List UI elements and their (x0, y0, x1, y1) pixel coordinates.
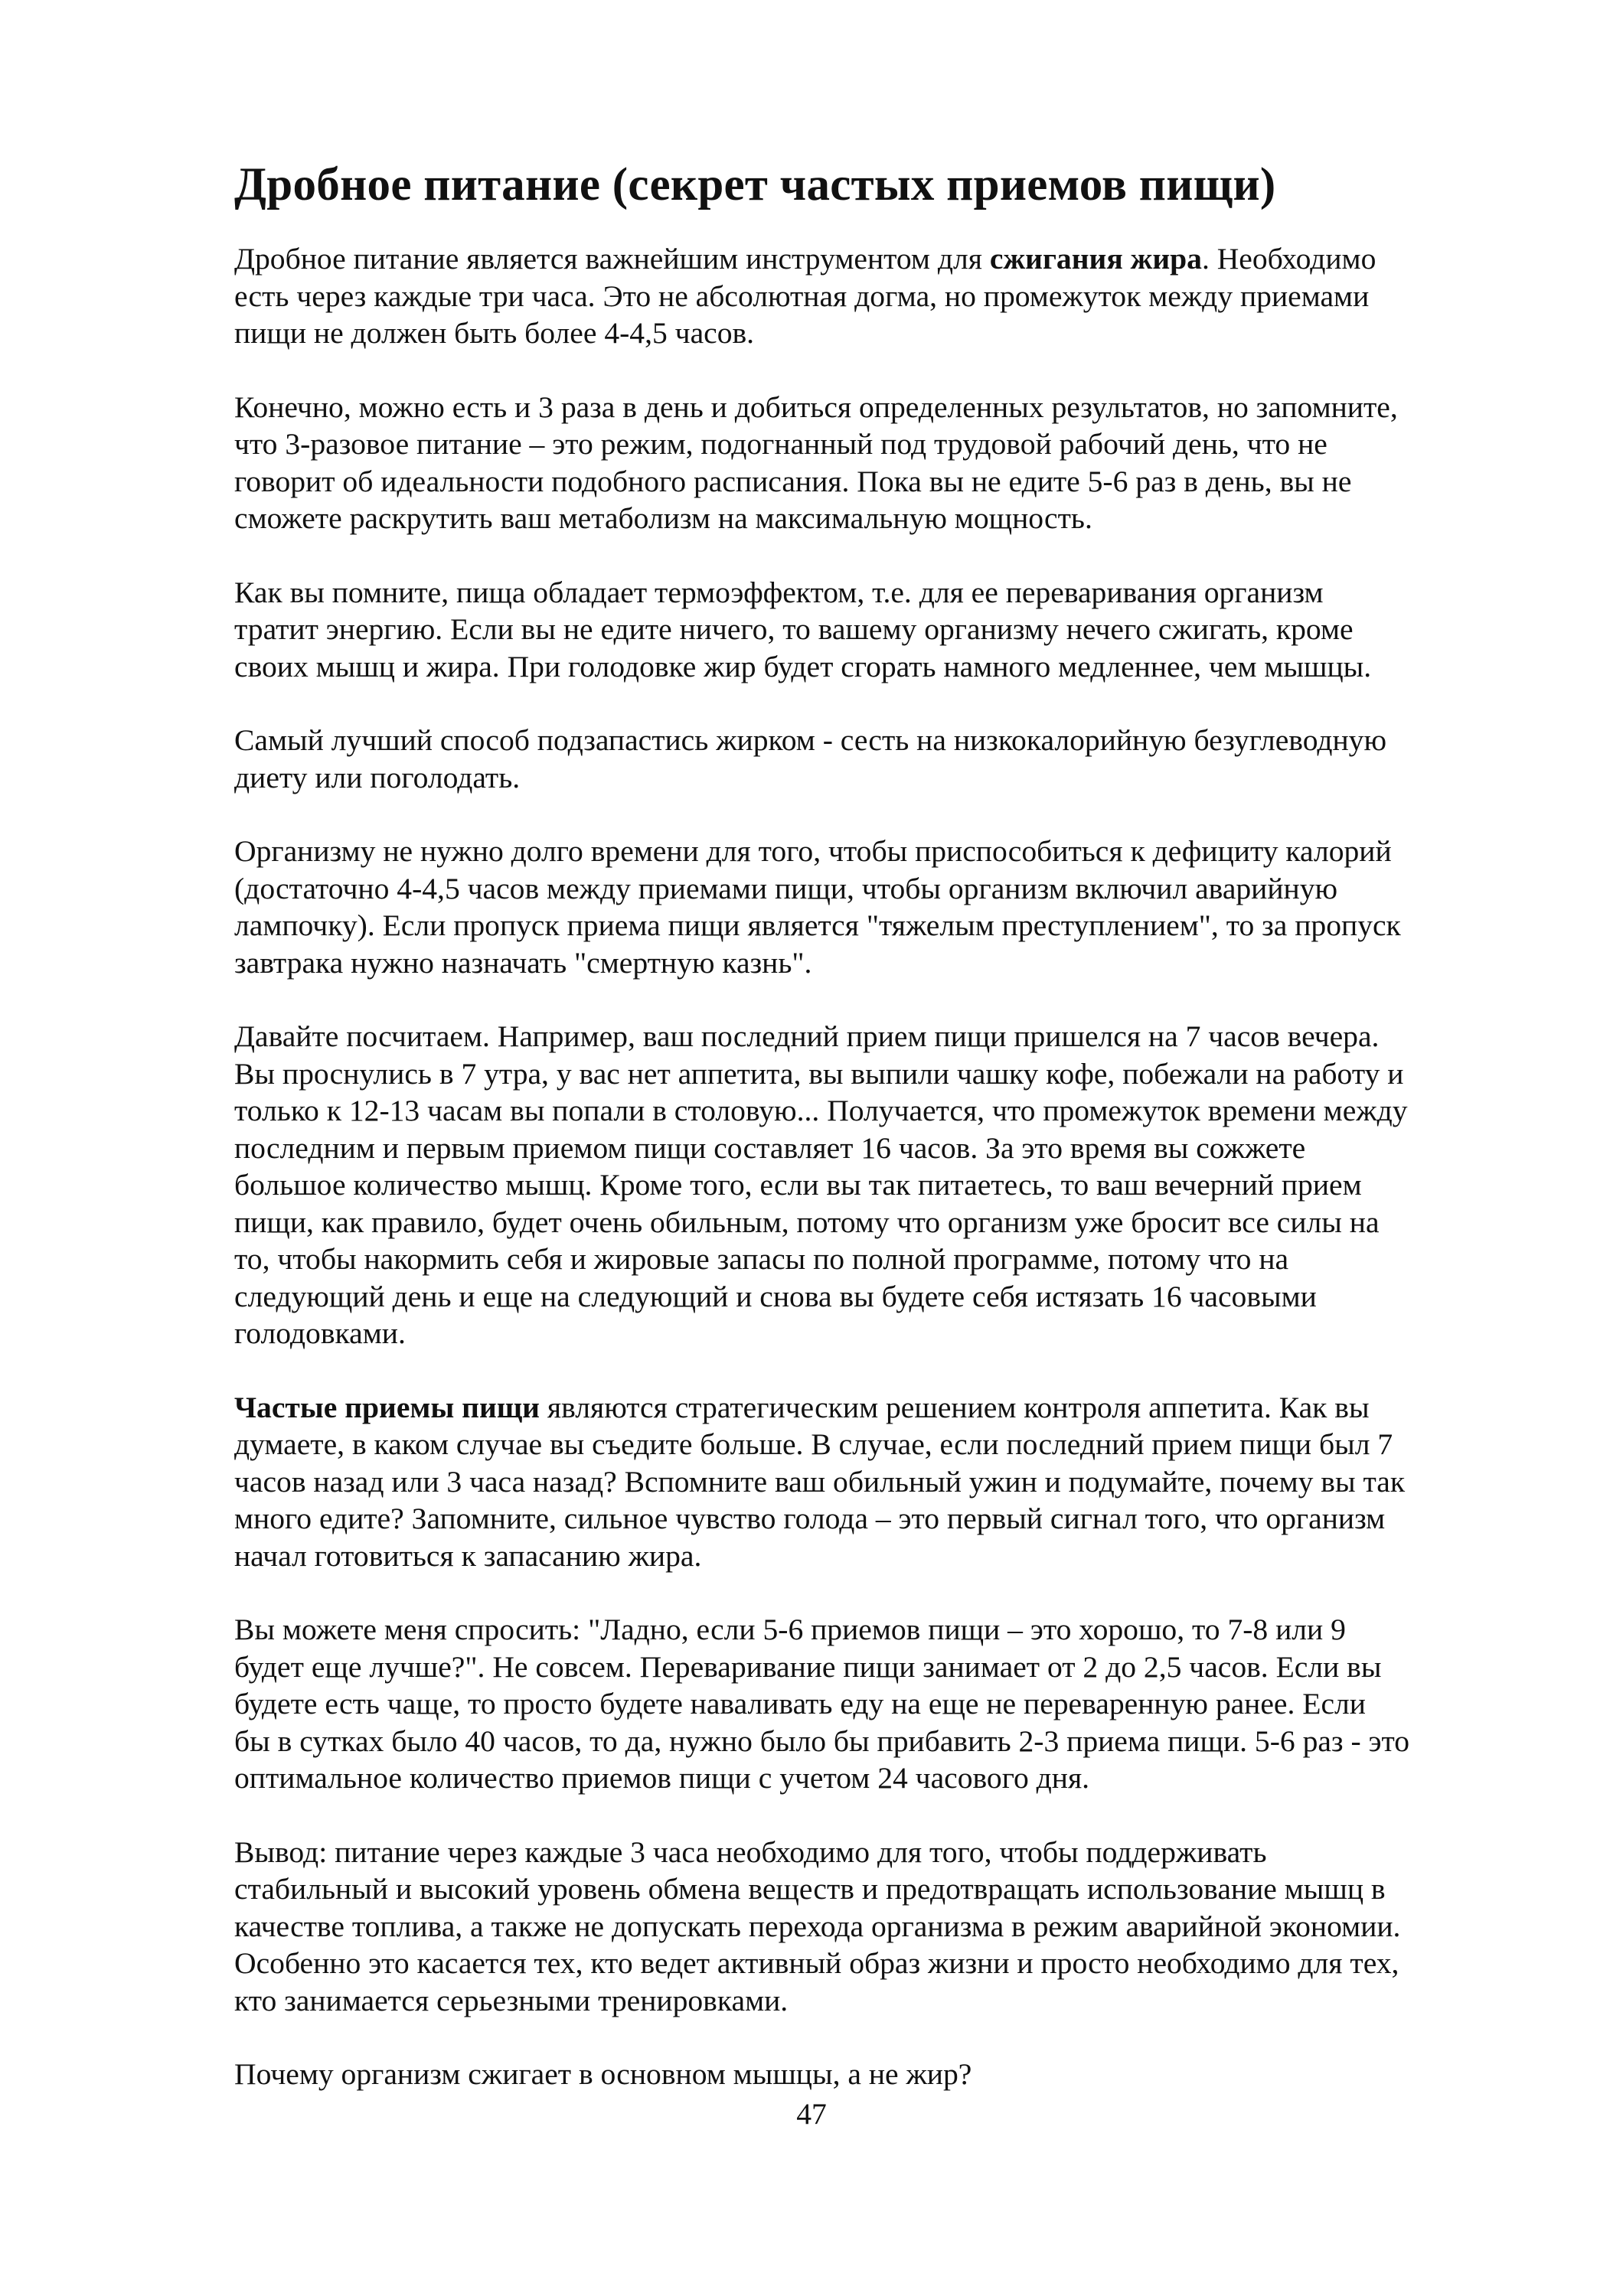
text-run: (достаточно 4-4,5 часов между приемами пищи, чтобы организм включил аварийную (234, 871, 1338, 905)
text-run: говорит об идеальности подобного расписания. Пока вы не едите 5-6 раз в день, вы не (234, 464, 1352, 498)
text-line (234, 315, 1505, 352)
text-run: часов назад или 3 часа назад? Вспомните ваш обильный ужин и подумайте, почему вы так (234, 1464, 1406, 1499)
page-title: Дробное питание (секрет частых приемов пищи) (234, 159, 1276, 210)
text-line (234, 648, 1505, 686)
text-line (234, 240, 1505, 278)
text-line (234, 1685, 1505, 1723)
paragraph (234, 1834, 1505, 2020)
text-run: Самый лучший способ подзапастись жирком - сесть на низкокалорийную безуглеводную (234, 723, 1387, 757)
page-number: 47 (796, 2097, 827, 2131)
paragraph (234, 722, 1505, 796)
text-run: сможете раскрутить ваш метаболизм на максимальную мощность. (234, 501, 1092, 535)
paragraph (234, 1018, 1505, 1352)
text-line (234, 870, 1505, 908)
text-run: голодовками. (234, 1316, 406, 1350)
text-run: Давайте посчитаем. Например, ваш последний прием пищи пришелся на 7 часов вечера. (234, 1019, 1380, 1053)
text-line (234, 1018, 1505, 1055)
text-run: будет еще лучше?". Не совсем. Переваривание пищи занимает от 2 до 2,5 часов. Если вы (234, 1649, 1382, 1684)
text-line (234, 463, 1505, 501)
text-line (234, 1389, 1505, 1427)
text-line (234, 1092, 1505, 1130)
text-run: стабильный и высокий уровень обмена веществ и предотвращать использование мышц в (234, 1872, 1386, 1906)
text-line (234, 944, 1505, 982)
text-run: Вы проснулись в 7 утра, у вас нет аппетита, вы выпили чашку кофе, побежали на работу и (234, 1056, 1404, 1091)
text-run: Почему организм сжигает в основном мышцы, а не жир? (234, 2057, 972, 2091)
text-line (234, 1649, 1505, 1686)
text-line (234, 1834, 1505, 1871)
text-run: следующий день и еще на следующий и снова вы будете себя истязать 16 часовыми (234, 1279, 1317, 1313)
paragraph (234, 574, 1505, 686)
text-run: что 3-разовое питание – это режим, подогнанный под трудовой рабочий день, что не (234, 427, 1327, 461)
body-text (234, 240, 1505, 2093)
text-run: думаете, в каком случае вы съедите больше. В случае, если последний прием пищи был 7 (234, 1427, 1393, 1461)
text-line (234, 1463, 1505, 1501)
text-line (234, 500, 1505, 537)
text-run: Организму не нужно долго времени для того, чтобы приспособиться к дефициту калорий (234, 834, 1392, 868)
text-run: Конечно, можно есть и 3 раза в день и добиться определенных результатов, но запомните, (234, 390, 1398, 424)
text-line (234, 278, 1505, 315)
text-line (234, 1982, 1505, 2020)
text-run: завтрака нужно назначать "смертную казнь". (234, 945, 812, 980)
paragraph (234, 1389, 1505, 1575)
text-line (234, 1760, 1505, 1797)
text-line (234, 1945, 1505, 1982)
text-line (234, 389, 1505, 426)
text-line (234, 1538, 1505, 1575)
text-line (234, 722, 1505, 759)
text-line (234, 1278, 1505, 1316)
text-run: своих мышц и жира. При голодовке жир будет сгорать намного медленнее, чем мышцы. (234, 649, 1372, 683)
text-line (234, 1241, 1505, 1278)
text-run: пищи, как правило, будет очень обильным, потому что организм уже бросит все силы на (234, 1205, 1380, 1239)
text-run: бы в сутках было 40 часов, то да, нужно было бы прибавить 2-3 приема пищи. 5-6 раз - это (234, 1724, 1410, 1758)
text-run: . Необходимо (1201, 242, 1376, 276)
text-line (234, 1611, 1505, 1649)
text-line (234, 1315, 1505, 1352)
bold-text: Частые приемы пищи (234, 1390, 540, 1424)
text-run: будете есть чаще, то просто будете наваливать еду на еще не переваренную ранее. Если (234, 1687, 1366, 1720)
paragraph (234, 1611, 1505, 1797)
text-line (234, 574, 1505, 612)
text-line (234, 759, 1505, 797)
text-run: лампочку). Если пропуск приема пищи является "тяжелым преступлением", то за пропуск (234, 908, 1401, 942)
text-line (234, 907, 1505, 944)
text-run: Вывод: питание через каждые 3 часа необходимо для того, чтобы поддерживать (234, 1835, 1267, 1869)
paragraph (234, 2056, 1505, 2093)
text-run: начал готовиться к запасанию жира. (234, 1538, 702, 1573)
text-run: Как вы помните, пища обладает термоэффектом, т.е. для ее переваривания организм (234, 575, 1324, 609)
text-line (234, 1908, 1505, 1945)
text-run: диету или поголодать. (234, 760, 521, 794)
paragraph (234, 833, 1505, 981)
text-run: есть через каждые три часа. Это не абсолютная догма, но промежуток между приемами (234, 279, 1370, 313)
text-run: Дробное питание является важнейшим инструментом для (234, 242, 990, 276)
text-run: Вы можете меня спросить: "Ладно, если 5-6 приемов пищи – это хорошо, то 7-8 или 9 (234, 1613, 1346, 1646)
text-run: то, чтобы накормить себя и жировые запасы по полной программе, потому что на (234, 1242, 1289, 1276)
paragraph (234, 240, 1505, 352)
text-run: Особенно это касается тех, кто ведет активный образ жизни и просто необходимо для тех, (234, 1946, 1399, 1980)
bold-text: сжигания жира (989, 242, 1202, 276)
text-line (234, 1500, 1505, 1538)
text-line (234, 1723, 1505, 1760)
paragraph (234, 389, 1505, 537)
text-line (234, 426, 1505, 463)
text-run: тратит энергию. Если вы не едите ничего, то вашему организму нечего сжигать, кроме (234, 612, 1354, 646)
text-line (234, 1130, 1505, 1167)
text-run: качестве топлива, а также не допускать перехода организма в режим аварийной экономии. (234, 1909, 1401, 1943)
text-run: являются стратегическим решением контроля аппетита. Как вы (539, 1390, 1370, 1424)
text-line (234, 1426, 1505, 1463)
text-line (234, 611, 1505, 648)
text-line (234, 1204, 1505, 1241)
text-line (234, 833, 1505, 870)
text-run: много едите? Запомните, сильное чувство голода – это первый сигнал того, что организм (234, 1502, 1386, 1535)
text-line (234, 1166, 1505, 1204)
text-line (234, 1870, 1505, 1908)
text-run: большое количество мышц. Кроме того, если вы так питаетесь, то ваш вечерний прием (234, 1168, 1362, 1202)
text-line (234, 2056, 1505, 2093)
text-run: последним и первым приемом пищи составляет 16 часов. За это время вы сожжете (234, 1130, 1306, 1165)
text-line (234, 1055, 1505, 1093)
document-page (234, 158, 1505, 2130)
text-run: только к 12-13 часам вы попали в столовую... Получается, что промежуток времени между (234, 1094, 1408, 1127)
text-run: кто занимается серьезными тренировками. (234, 1983, 789, 2017)
text-run: пищи не должен быть более 4-4,5 часов. (234, 316, 755, 350)
text-run: оптимальное количество приемов пищи с учетом 24 часового дня. (234, 1761, 1090, 1795)
